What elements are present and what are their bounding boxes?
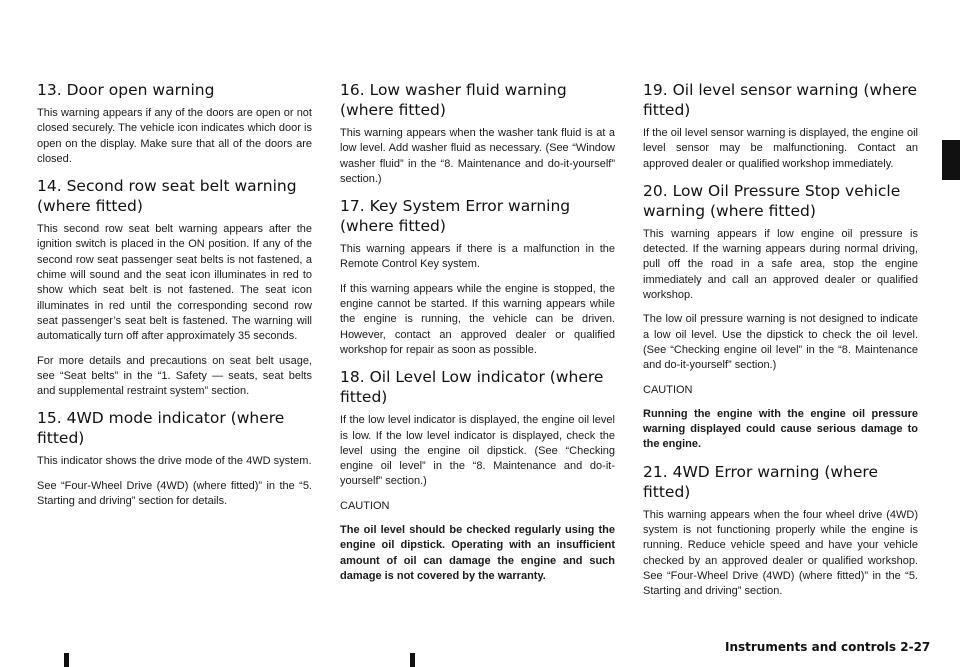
section-15 <box>37 408 312 509</box>
section-title: 21. 4WD Error warning (where fitted) <box>643 462 878 501</box>
crop-mark <box>410 653 415 667</box>
column-1 <box>37 80 312 518</box>
section-18 <box>340 367 615 584</box>
caution-label: CAUTION <box>643 383 693 396</box>
column-3 <box>643 80 918 609</box>
paragraph: This warning appears when the four wheel drive (4WD) system is not functioning properly while the engine is running. Reduce vehicle speed and have your vehicle checked by an approved dealer or qualified workshop. See “Four-Wheel Drive (4WD) (where fitted)” in the “5. Starting and driving” section. <box>643 508 918 598</box>
caution-text: Running the engine with the engine oil pressure warning displayed could cause serious damage to the engine. <box>643 407 918 451</box>
footer-chapter: Instruments and controls <box>725 640 897 654</box>
paragraph: This warning appears if any of the doors are open or not closed securely. The vehicle icon indicates which door is open on the display. Make sure that all of the doors are closed. <box>37 107 312 165</box>
section-14 <box>37 176 312 399</box>
section-21 <box>643 462 918 600</box>
section-19 <box>643 80 918 172</box>
section-title: 15. 4WD mode indicator (where fitted) <box>37 409 285 448</box>
crop-mark <box>64 653 69 667</box>
page-footer <box>725 640 931 654</box>
paragraph: This warning appears if there is a malfunction in the Remote Control Key system. <box>340 243 615 271</box>
section-16 <box>340 80 615 187</box>
chapter-tab-marker <box>942 140 960 180</box>
section-17 <box>340 196 615 358</box>
section-title: 18. Oil Level Low indicator (where fitted) <box>340 368 604 407</box>
paragraph: This indicator shows the drive mode of the 4WD system. <box>37 455 312 468</box>
paragraph: This second row seat belt warning appears after the ignition switch is placed in the ON position. If any of the second row seat passenger seat belts is not fastened, a chime will sound and the seat icon illuminates in red to show which seat belt is not fastened. The seat icon illuminates in red until the corresponding second row seat passenger’s seat belt is fastened. The warning will automatically turn off after approximately 35 seconds. <box>37 223 312 343</box>
section-title: 19. Oil level sensor warning (where fitted) <box>643 81 918 119</box>
caution-label: CAUTION <box>340 499 390 512</box>
paragraph: If the oil level sensor warning is displayed, the engine oil level sensor may be malfunctioning. Contact an approved dealer or qualified workshop immediately. <box>643 127 918 170</box>
paragraph: For more details and precautions on seat belt usage, see “Seat belts” in the “1. Safety — seats, seat belts and supplemental restraint system” section. <box>37 354 312 398</box>
paragraph: This warning appears if low engine oil pressure is detected. If the warning appears during normal driving, pull off the road in a safe area, stop the engine immediately and call an approved dealer or qualified workshop. <box>643 227 918 302</box>
paragraph: See “Four-Wheel Drive (4WD) (where fitted)” in the “5. Starting and driving” section for details. <box>37 479 312 508</box>
paragraph: If the low level indicator is displayed, the engine oil level is low. If the low level indicator is displayed, check the level using the engine oil dipstick. (See “Checking engine oil level” in the “8. Maintenance and do-it-yourself” section.) <box>340 414 615 488</box>
paragraph: The low oil pressure warning is not designed to indicate a low oil level. Use the dipstick to check the oil level. (See “Checking engine oil level” in the “8. Maintenance and do-it-yourself” section.) <box>643 313 918 372</box>
column-2 <box>340 80 615 593</box>
paragraph: This warning appears when the washer tank fluid is at a low level. Add washer fluid as necessary. (See “Window washer fluid” in the “8. Maintenance and do-it-yourself” section.) <box>340 127 615 185</box>
section-title: 14. Second row seat belt warning (where fitted) <box>37 177 297 216</box>
section-title: 17. Key System Error warning (where fitted) <box>340 197 571 236</box>
section-13 <box>37 80 312 167</box>
footer-page-number: 2-27 <box>900 640 931 654</box>
section-title: 13. Door open warning <box>37 81 215 99</box>
section-title: 20. Low Oil Pressure Stop vehicle warning (where fitted) <box>643 181 901 220</box>
caution-text: The oil level should be checked regularly using the engine oil dipstick. Operating with an insufficient amount of oil can damage the engine and such damage is not covered by the warranty. <box>340 524 615 582</box>
section-20 <box>643 181 918 453</box>
paragraph: If this warning appears while the engine is stopped, the engine cannot be started. If this warning appears while the engine is running, the vehicle can be driven. However, contact an approved dealer or qualified workshop for repair as soon as possible. <box>340 282 615 356</box>
section-title: 16. Low washer fluid warning (where fitted) <box>340 81 567 119</box>
